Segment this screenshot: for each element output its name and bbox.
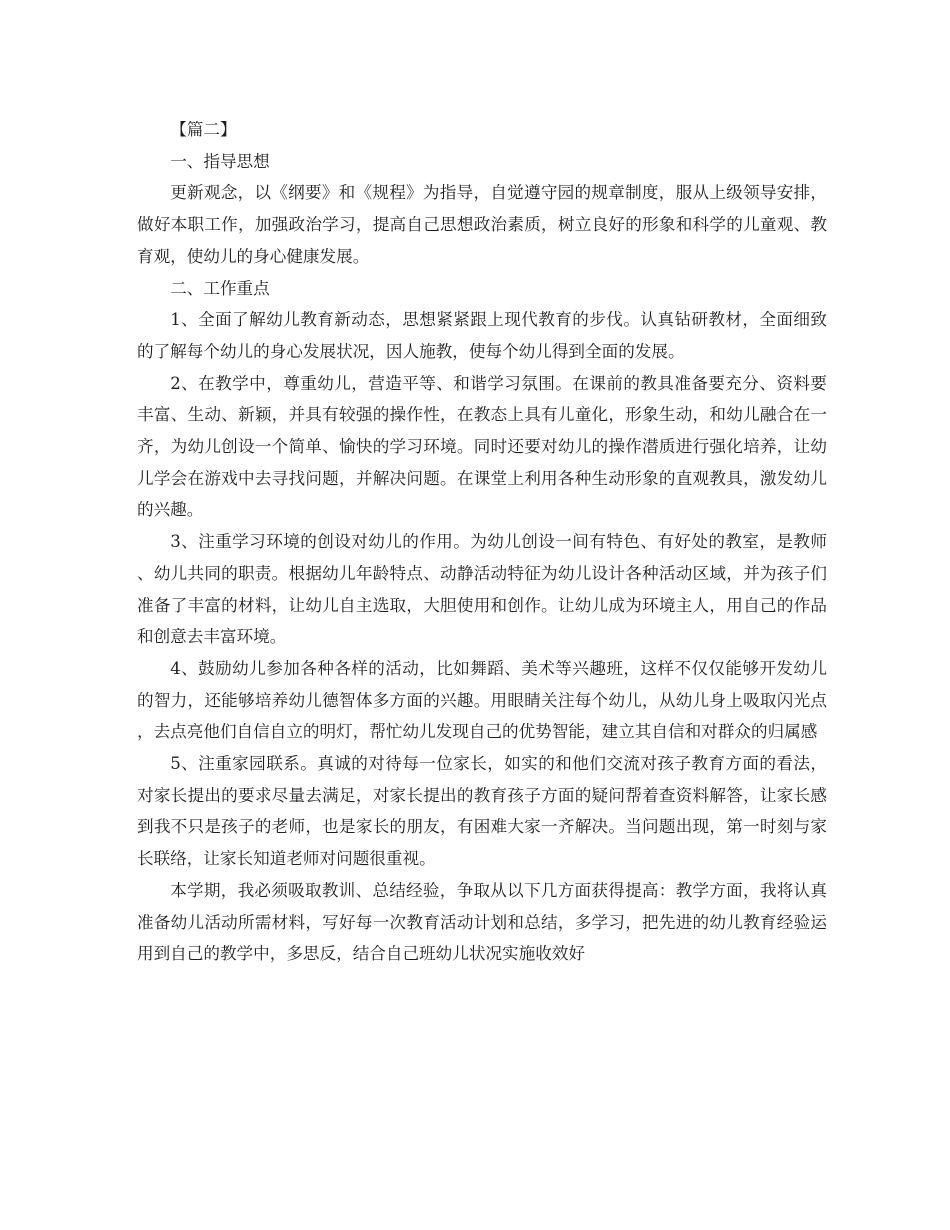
work-item-5: 5、注重家园联系。真诚的对待每一位家长，如实的和他们交流对孩子教育方面的看法，对家长提出的要求尽量去满足，对家长提出的教育孩子方面的疑问帮着查资料解答，让家长感到我不只是孩子的老师，也是家长的朋友，有困难大家一齐解决。当问题出现，第一时刻与家长联络，让家长知道老师对问题很重视。 <box>137 754 827 869</box>
paragraph-semester-plan: 本学期，我必须吸取教训、总结经验，争取从以下几方面获得提高：教学方面，我将认真准备幼儿活动所需材料，写好每一次教育活动计划和总结，多学习，把先进的幼儿教育经验运用到自己的教学中，多思反，结合自己班幼儿状况实施收效好 <box>137 880 827 964</box>
work-item-4: 4、鼓励幼儿参加各种各样的活动，比如舞蹈、美术等兴趣班，这样不仅仅能够开发幼儿的智力，还能够培养幼儿德智体多方面的兴趣。用眼睛关注每个幼儿，从幼儿身上吸取闪光点，去点亮他们自信自立的明灯，帮忙幼儿发现自己的优势智能，建立其自信和对群众的归属感 <box>137 658 827 742</box>
work-item-1: 1、全面了解幼儿教育新动态，思想紧紧跟上现代教育的步伐。认真钻研教材，全面细致的了解每个幼儿的身心发展状况，因人施教，使每个幼儿得到全面的发展。 <box>137 310 827 361</box>
heading-guiding-ideology: 一、指导思想 <box>170 151 270 171</box>
section-title: 【篇二】 <box>170 120 237 139</box>
paragraph-guiding-ideology: 更新观念，以《纲要》和《规程》为指导，自觉遵守园的规章制度，服从上级领导安排，做好本职工作，加强政治学习，提高自己思想政治素质，树立良好的形象和科学的儿童观、教育观，使幼儿的身心健康发展。 <box>137 183 827 266</box>
work-item-3: 3、注重学习环境的创设对幼儿的作用。为幼儿创设一间有特色、有好处的教室，是教师、幼儿共同的职责。根据幼儿年龄特点、动静活动特征为幼儿设计各种活动区域，并为孩子们准备了丰富的材料，让幼儿自主选取，大胆使用和创作。让幼儿成为环境主人，用自己的作品和创意去丰富环境。 <box>137 532 827 647</box>
heading-work-focus: 二、工作重点 <box>170 278 270 298</box>
document-body <box>137 114 827 970</box>
work-item-2: 2、在教学中，尊重幼儿，营造平等、和谐学习氛围。在课前的教具准备要充分、资料要丰富、生动、新颖，并具有较强的操作性，在教态上具有儿童化，形象生动，和幼儿融合在一齐，为幼儿创设一个简单、愉快的学习环境。同时还要对幼儿的操作潜质进行强化培养，让幼儿学会在游戏中去寻找问题，并解决问题。在课堂上利用各种生动形象的直观教具，激发幼儿的兴趣。 <box>137 373 827 520</box>
